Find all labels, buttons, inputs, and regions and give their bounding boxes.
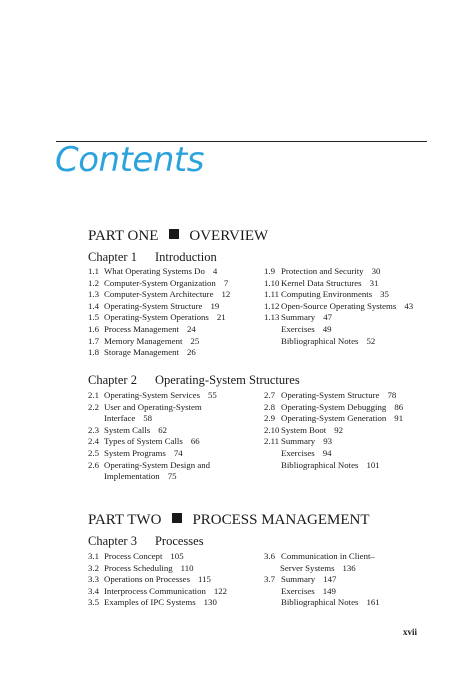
chapter-heading bbox=[88, 535, 204, 548]
section-number: 3.6 bbox=[264, 551, 275, 561]
section-title: Operating-System Structure bbox=[104, 300, 203, 311]
section-title: Bibliographical Notes bbox=[281, 459, 359, 470]
square-bullet-icon bbox=[169, 229, 179, 239]
part-heading bbox=[88, 229, 268, 244]
section-number bbox=[264, 597, 281, 609]
toc-entry[interactable] bbox=[88, 266, 258, 278]
toc-column-left bbox=[88, 266, 258, 359]
section-number: 1.11 bbox=[264, 289, 280, 300]
part-heading bbox=[88, 513, 370, 528]
section-title: Open-Source Operating Systems bbox=[281, 300, 397, 311]
section-title: Computer-System Architecture bbox=[104, 289, 214, 300]
page-number: 92 bbox=[334, 424, 344, 435]
section-number: 1.7 bbox=[88, 335, 99, 346]
section-title: Implementation bbox=[104, 471, 160, 482]
section-title: User and Operating-System bbox=[104, 401, 202, 412]
section-title: System Boot bbox=[281, 424, 327, 435]
part-title: OVERVIEW bbox=[189, 228, 269, 244]
toc-column-left bbox=[88, 551, 258, 609]
section-number: 3.5 bbox=[88, 597, 99, 608]
section-number: 1.9 bbox=[264, 266, 275, 276]
toc-entry[interactable] bbox=[264, 402, 434, 414]
section-title: Interprocess Communication bbox=[104, 585, 206, 596]
toc-entry[interactable] bbox=[264, 301, 434, 313]
section-title: Exercises bbox=[281, 585, 315, 596]
toc-entry[interactable] bbox=[264, 448, 434, 460]
section-title: Operating-System Operations bbox=[104, 312, 209, 323]
toc-entry[interactable] bbox=[264, 436, 434, 448]
toc-entry[interactable] bbox=[264, 266, 434, 278]
toc-column-right bbox=[264, 266, 434, 347]
section-number: 2.7 bbox=[264, 390, 275, 400]
toc-entry[interactable] bbox=[264, 336, 434, 348]
toc-column-right bbox=[264, 390, 434, 471]
page-number: 66 bbox=[190, 436, 200, 447]
page-number: 21 bbox=[216, 312, 226, 323]
toc-entry[interactable] bbox=[88, 347, 258, 359]
section-number: 1.4 bbox=[88, 300, 99, 311]
toc-entry[interactable] bbox=[88, 563, 258, 575]
section-title: Kernel Data Structures bbox=[281, 277, 362, 288]
page-number: 31 bbox=[369, 277, 379, 288]
section-number bbox=[264, 586, 281, 598]
square-bullet-icon bbox=[172, 513, 182, 523]
page-number: 12 bbox=[221, 289, 231, 300]
chapter-heading bbox=[88, 251, 217, 264]
toc-entry[interactable] bbox=[88, 586, 258, 598]
toc-entry[interactable] bbox=[264, 413, 434, 425]
page-number: 7 bbox=[223, 277, 229, 288]
section-number: 1.5 bbox=[88, 312, 99, 323]
section-title: Summary bbox=[281, 312, 316, 323]
section-title: Bibliographical Notes bbox=[281, 335, 359, 346]
section-number: 2.1 bbox=[88, 390, 99, 400]
chapter-title: Processes bbox=[154, 534, 204, 548]
section-number: 1.2 bbox=[88, 277, 99, 288]
toc-entry[interactable] bbox=[88, 425, 258, 437]
section-title: System Calls bbox=[104, 424, 151, 435]
toc-entry[interactable] bbox=[264, 390, 434, 402]
section-number: 3.1 bbox=[88, 551, 99, 561]
section-title: What Operating Systems Do bbox=[104, 266, 205, 276]
part-title: PROCESS MANAGEMENT bbox=[192, 512, 370, 528]
toc-entry[interactable] bbox=[88, 460, 258, 472]
section-number bbox=[264, 336, 281, 348]
page-number: 86 bbox=[394, 401, 404, 412]
toc-entry[interactable] bbox=[264, 425, 434, 437]
section-title: Examples of IPC Systems bbox=[104, 597, 196, 608]
section-number bbox=[264, 460, 281, 472]
section-title: Process Concept bbox=[104, 551, 163, 561]
section-number: 1.12 bbox=[264, 300, 280, 311]
page-number: 25 bbox=[190, 335, 200, 346]
toc-entry[interactable] bbox=[88, 312, 258, 324]
section-number: 3.3 bbox=[88, 574, 99, 585]
section-title: Operating-System Services bbox=[104, 390, 201, 400]
section-title: Memory Management bbox=[104, 335, 183, 346]
section-number bbox=[264, 324, 281, 336]
section-title: Types of System Calls bbox=[104, 436, 183, 447]
toc-entry[interactable] bbox=[88, 336, 258, 348]
page-number: 30 bbox=[371, 266, 381, 276]
section-title: Operating-System Structure bbox=[281, 390, 380, 400]
section-number: 1.8 bbox=[88, 347, 99, 358]
page-number: 78 bbox=[387, 390, 397, 400]
toc-entry[interactable] bbox=[88, 390, 258, 402]
section-number: 3.4 bbox=[88, 585, 99, 596]
toc-entry[interactable] bbox=[264, 289, 434, 301]
page-number: 110 bbox=[180, 562, 194, 573]
part-label: PART ONE bbox=[88, 228, 159, 244]
section-title: Communication in Client– bbox=[281, 551, 375, 561]
section-number: 1.6 bbox=[88, 323, 99, 334]
page-number: 35 bbox=[380, 289, 389, 300]
toc-entry[interactable] bbox=[88, 448, 258, 460]
page-number: 52 bbox=[366, 335, 376, 346]
section-title: Summary bbox=[281, 574, 316, 585]
page-number: 19 bbox=[210, 300, 220, 311]
section-number: 2.9 bbox=[264, 413, 275, 424]
toc-entry-continuation[interactable] bbox=[88, 471, 258, 483]
page-number: 147 bbox=[323, 574, 337, 585]
toc-entry[interactable] bbox=[88, 436, 258, 448]
chapter-label: Chapter 1 bbox=[88, 250, 137, 264]
section-number: 2.8 bbox=[264, 401, 275, 412]
toc-column-right bbox=[264, 551, 434, 609]
section-title: Summary bbox=[281, 436, 316, 447]
page-number: 136 bbox=[342, 562, 356, 573]
toc-entry[interactable] bbox=[88, 289, 258, 301]
page-title: Contents bbox=[55, 140, 204, 180]
page-number: 91 bbox=[394, 413, 404, 424]
section-title: Exercises bbox=[281, 323, 315, 334]
page-number: 43 bbox=[404, 300, 414, 311]
section-number: 2.3 bbox=[88, 424, 99, 435]
chapter-title: Introduction bbox=[154, 250, 217, 264]
page-number: 149 bbox=[322, 585, 336, 596]
toc-entry[interactable] bbox=[264, 551, 434, 563]
page-number: 55 bbox=[208, 390, 217, 400]
page-number: 115 bbox=[198, 574, 211, 585]
page-number: 74 bbox=[173, 447, 183, 458]
toc-entry[interactable] bbox=[88, 551, 258, 563]
page-number: 47 bbox=[323, 312, 333, 323]
toc-entry[interactable] bbox=[264, 574, 434, 586]
page-number: 26 bbox=[187, 347, 196, 358]
chapter-title: Operating-System Structures bbox=[154, 373, 300, 387]
section-number: 2.11 bbox=[264, 436, 280, 447]
page-number: 122 bbox=[213, 585, 228, 596]
toc-entry[interactable] bbox=[264, 324, 434, 336]
section-title: Operations on Processes bbox=[104, 574, 190, 585]
section-number: 2.4 bbox=[88, 436, 99, 447]
section-number bbox=[264, 448, 281, 460]
page-number: 93 bbox=[323, 436, 333, 447]
section-title: Process Scheduling bbox=[104, 562, 173, 573]
page-number: 161 bbox=[366, 597, 380, 608]
section-title: System Programs bbox=[104, 447, 166, 458]
toc-entry[interactable] bbox=[88, 301, 258, 313]
toc-column-left bbox=[88, 390, 258, 483]
toc-entry-continuation[interactable] bbox=[264, 563, 434, 575]
section-number: 2.6 bbox=[88, 459, 99, 470]
section-number: 3.7 bbox=[264, 574, 275, 585]
section-title: Interface bbox=[104, 413, 136, 424]
section-title: Bibliographical Notes bbox=[281, 597, 359, 608]
section-number: 3.2 bbox=[88, 562, 99, 573]
page-number: 4 bbox=[212, 266, 218, 276]
section-title: Computer-System Organization bbox=[104, 277, 216, 288]
page-number: 75 bbox=[167, 471, 177, 482]
page-number: 24 bbox=[187, 323, 196, 334]
section-title: Server Systems bbox=[280, 562, 335, 573]
toc-entry[interactable] bbox=[264, 278, 434, 290]
page-number: 94 bbox=[322, 447, 332, 458]
page-number: 62 bbox=[158, 424, 167, 435]
section-title: Exercises bbox=[281, 447, 315, 458]
toc-entry[interactable] bbox=[88, 324, 258, 336]
section-number: 1.1 bbox=[88, 266, 99, 276]
toc-entry-continuation[interactable] bbox=[88, 413, 258, 425]
page-number: 130 bbox=[203, 597, 217, 608]
chapter-label: Chapter 2 bbox=[88, 373, 137, 387]
toc-entry[interactable] bbox=[88, 402, 258, 414]
chapter-label: Chapter 3 bbox=[88, 534, 137, 548]
section-title: Protection and Security bbox=[281, 266, 364, 276]
section-title: Operating-System Generation bbox=[281, 413, 387, 424]
section-number: 2.2 bbox=[88, 401, 99, 412]
page-number: 58 bbox=[143, 413, 153, 424]
section-title: Operating-System Design and bbox=[104, 459, 211, 470]
chapter-heading bbox=[88, 374, 300, 387]
section-title: Storage Management bbox=[104, 347, 179, 358]
section-title: Computing Environments bbox=[281, 289, 373, 300]
section-number: 1.10 bbox=[264, 277, 280, 288]
page-number: 101 bbox=[366, 459, 380, 470]
section-number: 1.3 bbox=[88, 289, 99, 300]
page-number: 49 bbox=[322, 323, 332, 334]
section-number: 2.5 bbox=[88, 447, 99, 458]
section-title: Process Management bbox=[104, 323, 179, 334]
section-number: 2.10 bbox=[264, 424, 280, 435]
page-number: 105 bbox=[170, 551, 184, 561]
part-label: PART TWO bbox=[88, 512, 162, 528]
section-title: Operating-System Debugging bbox=[281, 401, 387, 412]
toc-entry[interactable] bbox=[88, 278, 258, 290]
section-number: 1.13 bbox=[264, 312, 280, 323]
toc-entry[interactable] bbox=[264, 312, 434, 324]
page-folio: xvii bbox=[403, 627, 418, 637]
toc-entry[interactable] bbox=[264, 460, 434, 472]
toc-entry[interactable] bbox=[264, 597, 434, 609]
toc-entry[interactable] bbox=[88, 597, 258, 609]
toc-entry[interactable] bbox=[88, 574, 258, 586]
toc-entry[interactable] bbox=[264, 586, 434, 598]
